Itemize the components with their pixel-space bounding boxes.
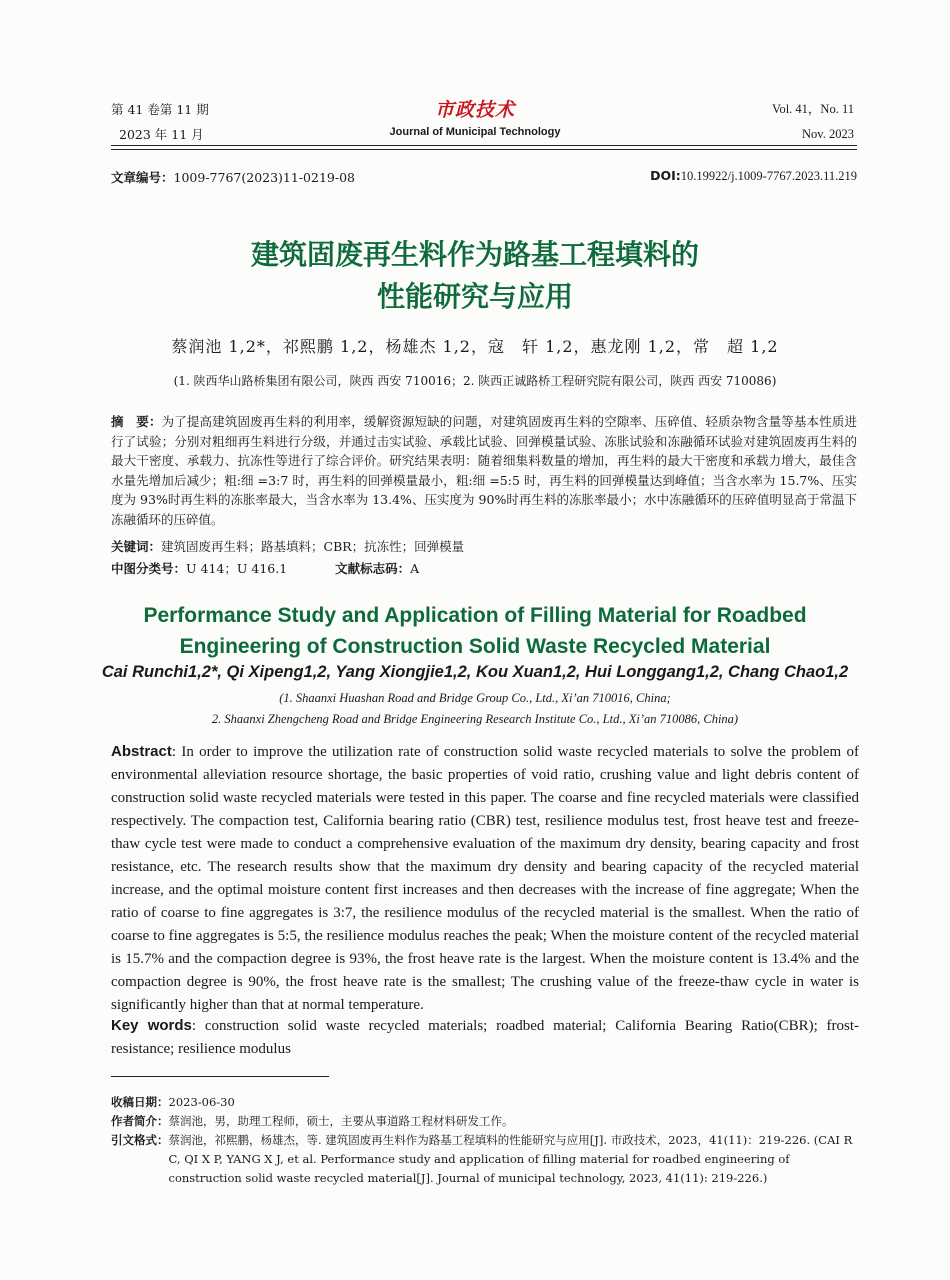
title-cn-line2: 性能研究与应用 [376,280,573,313]
footnote-received [111,1093,859,1112]
authors-en: Cai Runchi1,2*, Qi Xipeng1,2, Yang Xiongjie1,2, Kou Xuan1,2, Hui Longgang1,2, Chang Chao1,2 [101,663,849,681]
abstract-en-label: Abstract [111,743,172,760]
clc-value: U 414；U 416.1 [186,561,288,576]
keywords-en [111,1014,859,1061]
affiliation-en-1: (1. Shaanxi Huashan Road and Bridge Group Co., Ltd., Xi’an 710016, China; [279,691,671,705]
doi-label: DOI: [650,168,681,183]
header-rule-thick [111,145,857,146]
abstract-en-text: : In order to improve the utilization rate of construction solid waste recycled materials to solve the problem of environmental alleviation resource shortage, the basic properties of void ratio, crushing value and light debris content of construction solid waste recycled materials were tested in this paper. The coarse and fine recycled materials were classified respectively. The compaction test, California bearing ratio (CBR) test, resilience modulus test, frost heave test and freeze-thaw cycle test were made to conduct a comprehensive evaluation of the maximum dry density, bearing capacity and frost resistance, etc. The research results show that the maximum dry density and bearing capacity of the recycled material increase, and the optimal moisture content first increases and then decreases with the increase of fine aggregate; When the ratio of coarse to fine aggregates is 3:7, the resilience modulus of the recycled material is the smallest. When the ratio of coarse to fine aggregates is 5:5, the resilience modulus reaches the peak; When the moisture content of the recycled material is 15.7% and the compaction degree is 93%, the frost heave rate is the largest. When the moisture content is 13.4% and the compaction degree is 90%, the frost heave rate is the smallest; The crushing value of the freeze-thaw cycle in water is significantly higher than that at normal temperature. [111,744,859,1013]
doi-value: 10.19922/j.1009-7767.2023.11.219 [680,169,857,183]
article-number-value: 1009-7767(2023)11-0219-08 [173,170,355,185]
keywords-cn-text: 建筑固废再生料；路基填料；CBR；抗冻性；回弹模量 [161,539,465,554]
cite-value: 蔡润池，祁熙鹏，杨雄杰，等. 建筑固废再生料作为路基工程填料的性能研究与应用[J]. 市政技术，2023，41(11)：219-226. (CAI R C, QI X P, YANG X J, et al. Performance study and application of filling material for roadbed engineering of construction solid waste recycled material[J]. Journal of municipal technology, 2023, 41(11): 219-226.) [168,1133,853,1185]
cite-label: 引文格式： [111,1133,169,1147]
authors-cn: 蔡润池 1,2*，祁熙鹏 1,2，杨雄杰 1,2，寇 轩 1,2，惠龙刚 1,2，常 超 1,2 [171,337,779,356]
footnotes [111,1093,859,1188]
journal-logo: 市政技术 [434,99,515,121]
keywords-cn-block [111,536,857,580]
header-rule-thin [111,149,857,150]
title-en-line2: Engineering of Construction Solid Waste Recycled Material [179,635,771,658]
bio-value: 蔡润池，男，助理工程师，硕士，主要从事道路工程材料研发工作。 [168,1114,514,1128]
doc-code-label: 文献标志码： [335,561,411,576]
footnote-rule [111,1076,329,1077]
affiliations-en [0,688,950,730]
journal-name-en: Journal of Municipal Technology [389,126,561,138]
clc-label: 中图分类号： [111,561,187,576]
abstract-cn [111,412,857,529]
keywords-en-text: : construction solid waste recycled materials; roadbed material; California Bearing Ratio(CBR); frost-resistance; resilience modulus [111,1018,860,1057]
abstract-cn-text: 为了提高建筑固废再生料的利用率，缓解资源短缺的问题，对建筑固废再生料的空隙率、压碎值、轻质杂物含量等基本性质进行了试验；分别对粗细再生料进行分级，并通过击实试验、承载比试验、回弹模量试验、冻胀试验和冻融循环试验对建筑固废再生料的最大干密度、承载力、抗冻性等进行了综合评价。研究结果表明：随着细集料数量的增加，再生料的最大干密度和承载力增大，最佳含水量先增加后减少；粗:细 =3:7 时，再生料的回弹模量最小，粗:细 =5:5 时，再生料的回弹模量达到峰值；当含水率为 15.7%、压实度为 93%时再生料的冻胀率最大，当含水率为 13.4%、压实度为 90%时再生料的冻胀率最小；水中冻融循环的压碎值明显高于常温下冻融循环的压碎值。 [111,414,857,527]
doi [650,168,857,184]
classification-row [111,558,857,580]
title-en-line1: Performance Study and Application of Filling Material for Roadbed [143,604,807,627]
keywords-cn [111,536,857,558]
volume-en: Vol. 41，No. 11 [772,102,854,116]
received-value: 2023-06-30 [168,1095,235,1109]
doc-code-value: A [410,561,420,576]
keywords-en-label: Key words [111,1017,192,1034]
article-number [111,168,355,186]
keywords-cn-label: 关键词： [111,539,162,554]
header-right [772,97,854,147]
footnote-citation [111,1131,859,1188]
volume-cn: 第 41 卷第 11 期 [111,102,209,117]
title-en [0,600,950,662]
date-en: Nov. 2023 [802,127,854,141]
title-cn [0,234,950,318]
bio-label: 作者简介： [111,1114,169,1128]
date-cn: 2023 年 11 月 [119,127,204,142]
title-cn-line1: 建筑固废再生料作为路基工程填料的 [250,238,699,271]
affiliation-en-2: 2. Shaanxi Zhengcheng Road and Bridge Engineering Research Institute Co., Ltd., Xi’an 710086, China) [211,712,739,726]
affiliations-cn: (1. 陕西华山路桥集团有限公司，陕西 西安 710016；2. 陕西正诚路桥工程研究院有限公司，陕西 西安 710086) [173,374,777,388]
footnote-bio [111,1112,859,1131]
abstract-en [111,740,859,1017]
received-label: 收稿日期： [111,1095,169,1109]
abstract-cn-label: 摘 要： [111,414,162,429]
article-number-label: 文章编号： [111,170,174,185]
